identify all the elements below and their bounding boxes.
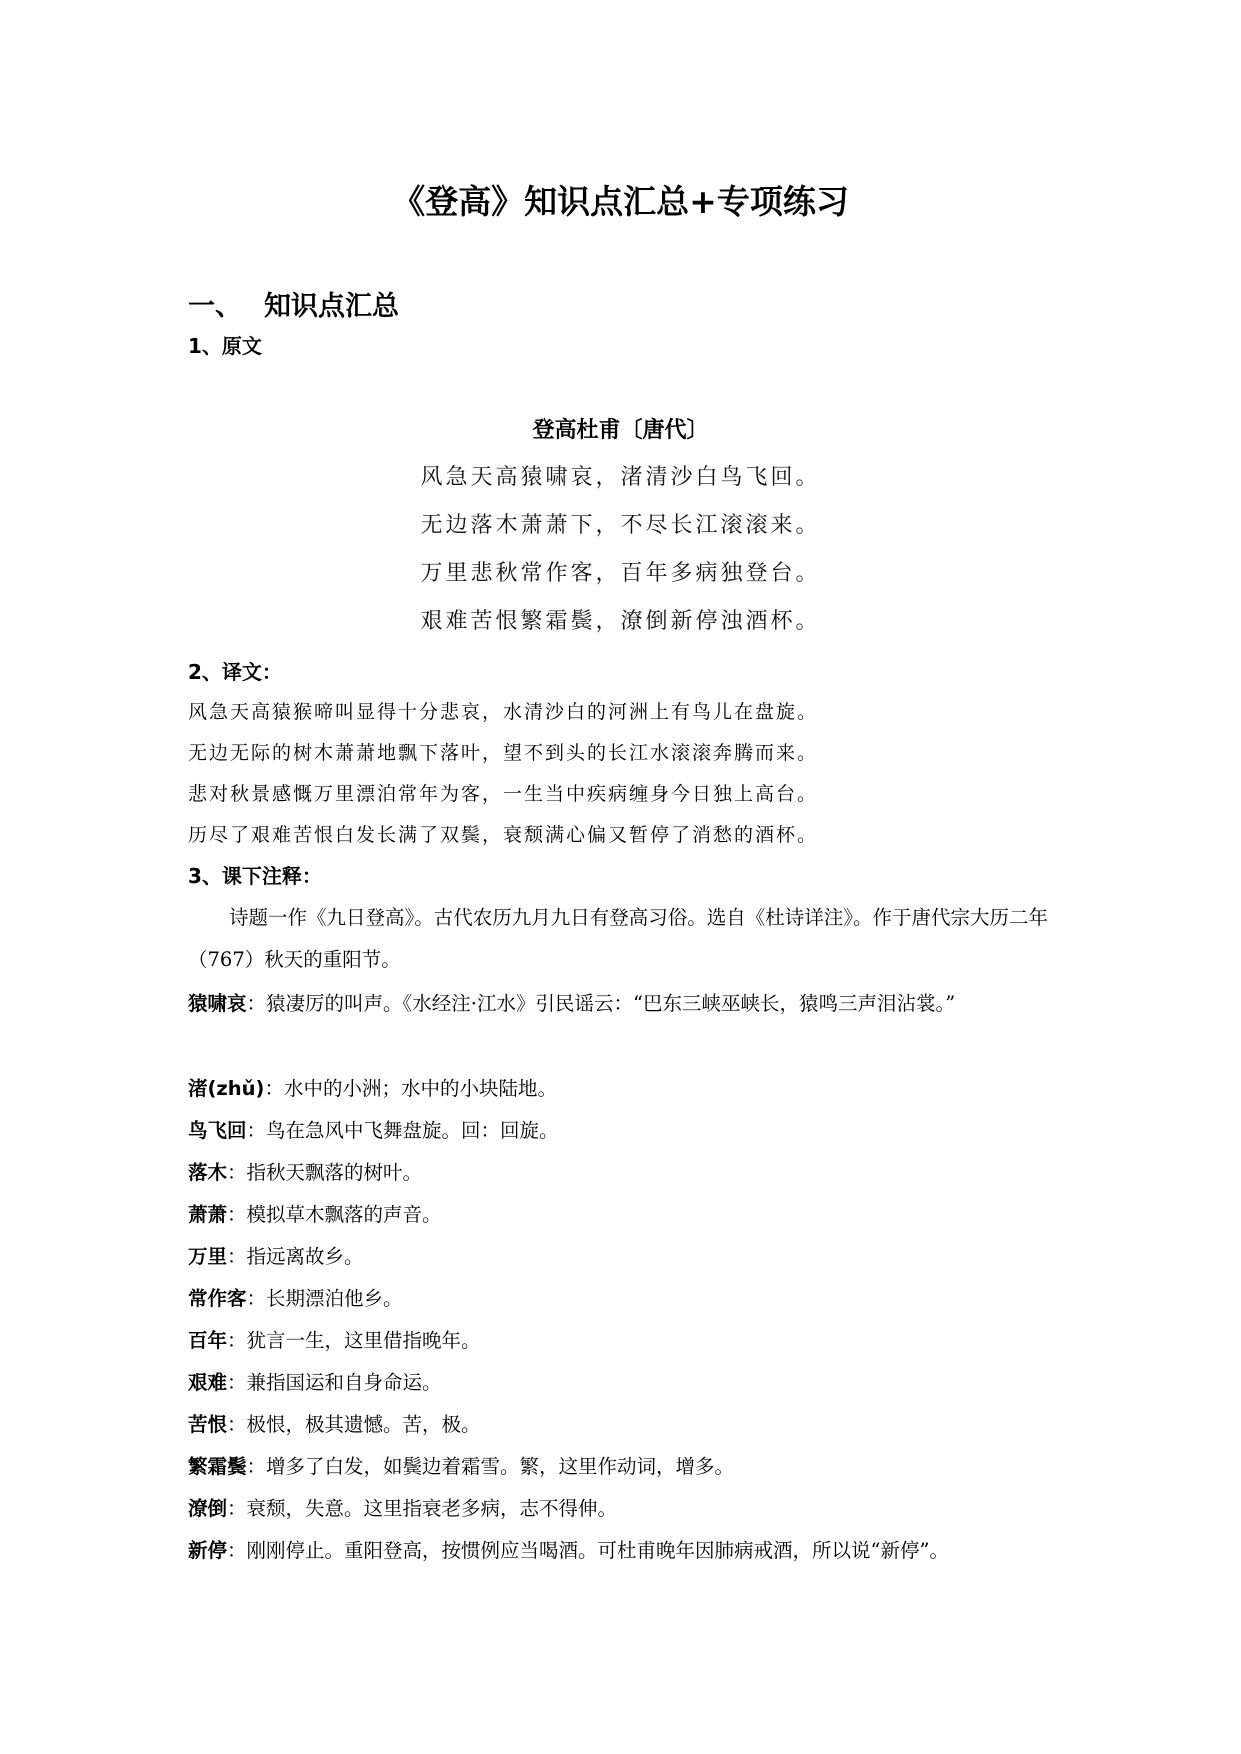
note-item xyxy=(188,1530,1088,1572)
note-term: 猿啸哀 xyxy=(188,992,247,1015)
note-def: 水中的小洲；水中的小块陆地。 xyxy=(283,1077,557,1100)
note-def: 兼指国运和自身命运。 xyxy=(246,1371,442,1394)
note-sep: ： xyxy=(227,1329,247,1352)
note-term: 繁霜鬓 xyxy=(188,1455,247,1478)
note-term: 鸟飞回 xyxy=(188,1119,247,1142)
translation-line: 历尽了艰难苦恨白发长满了双鬓，衰颓满心偏又暂停了消愁的酒杯。 xyxy=(188,824,819,846)
note-term: 渚(zhǔ) xyxy=(188,1077,265,1100)
note-item xyxy=(188,1320,1058,1362)
original-heading: 1、原文 xyxy=(188,334,262,358)
note-item xyxy=(188,1446,1058,1488)
note-item xyxy=(188,983,1058,1025)
note-term: 苦恨 xyxy=(188,1413,228,1436)
note-sep: ： xyxy=(227,1539,247,1562)
note-def: 指秋天飘落的树叶。 xyxy=(246,1161,423,1184)
section-number: 一、 xyxy=(188,291,242,322)
note-term: 艰难 xyxy=(188,1371,228,1394)
note-term: 萧萧 xyxy=(188,1203,228,1226)
note-def: 模拟草木飘落的声音。 xyxy=(246,1203,442,1226)
note-sep: ： xyxy=(264,1077,284,1100)
note-sep: ： xyxy=(227,1245,247,1268)
note-def: 极恨，极其遗憾。苦，极。 xyxy=(246,1413,481,1436)
notes-heading: 3、课下注释： xyxy=(188,864,322,888)
note-def: 指远离故乡。 xyxy=(246,1245,364,1268)
section-heading xyxy=(188,284,399,323)
note-item xyxy=(188,1152,1058,1194)
note-term: 常作客 xyxy=(188,1287,247,1310)
note-term: 百年 xyxy=(188,1329,228,1352)
poem-title: 登高杜甫〔唐代〕 xyxy=(532,418,709,443)
note-item xyxy=(188,1404,1058,1446)
note-sep: ： xyxy=(227,1497,247,1520)
note-sep: ： xyxy=(227,1203,247,1226)
notes-intro: 诗题一作《九日登高》。古代农历九月九日有登高习俗。选自《杜诗详注》。作于唐代宗大历二年（767）秋天的重阳节。 xyxy=(188,906,1049,971)
note-item xyxy=(188,1194,1058,1236)
document-title: 《登高》知识点汇总+专项练习 xyxy=(392,182,849,221)
note-sep: ： xyxy=(246,1455,267,1478)
note-sep: ： xyxy=(227,1161,247,1184)
section-label: 知识点汇总 xyxy=(264,291,399,322)
poem-line: 无边落木萧萧下，不尽长江滚滚来。 xyxy=(420,513,821,538)
note-item xyxy=(188,1236,1058,1278)
note-term: 潦倒 xyxy=(188,1497,228,1520)
translation-line: 无边无际的树木萧萧地飘下落叶，望不到头的长江水滚滚奔腾而来。 xyxy=(188,742,819,764)
translation-heading: 2、译文： xyxy=(188,660,282,684)
note-item xyxy=(188,1362,1058,1404)
note-def: 猿凄厉的叫声。《水经注·江水》引民谣云：“巴东三峡巫峡长，猿鸣三声泪沾裳。” xyxy=(266,992,956,1015)
note-item xyxy=(188,1110,1058,1152)
note-sep: ： xyxy=(227,1371,247,1394)
note-def: 长期漂泊他乡。 xyxy=(266,1287,403,1310)
note-item xyxy=(188,1488,1058,1530)
note-item xyxy=(188,1278,1058,1320)
note-def: 犹言一生，这里借指晚年。 xyxy=(246,1329,481,1352)
translation-line: 悲对秋景感慨万里漂泊常年为客，一生当中疾病缠身今日独上高台。 xyxy=(188,783,819,805)
note-term: 万里 xyxy=(188,1245,228,1268)
note-sep: ： xyxy=(246,1287,267,1310)
note-sep: ： xyxy=(246,992,267,1015)
note-def: 衰颓，失意。这里指衰老多病，志不得伸。 xyxy=(246,1497,618,1520)
note-def: 鸟在急风中飞舞盘旋。回：回旋。 xyxy=(266,1119,559,1142)
translation-line: 风急天高猿猴啼叫显得十分悲哀，水清沙白的河洲上有鸟儿在盘旋。 xyxy=(188,701,819,723)
poem-line: 万里悲秋常作客，百年多病独登台。 xyxy=(420,561,821,586)
note-sep: ： xyxy=(246,1119,267,1142)
note-term: 新停 xyxy=(188,1539,228,1562)
poem-line: 风急天高猿啸哀，渚清沙白鸟飞回。 xyxy=(420,465,821,490)
note-sep: ： xyxy=(227,1413,247,1436)
note-def: 增多了白发，如鬓边着霜雪。繁，这里作动词，增多。 xyxy=(266,1455,735,1478)
note-def: 刚刚停止。重阳登高，按惯例应当喝酒。可杜甫晚年因肺病戒酒，所以说“新停”。 xyxy=(246,1539,949,1562)
note-term: 落木 xyxy=(188,1161,228,1184)
note-item xyxy=(188,1068,1058,1110)
poem-line: 艰难苦恨繁霜鬓，潦倒新停浊酒杯。 xyxy=(420,609,821,634)
